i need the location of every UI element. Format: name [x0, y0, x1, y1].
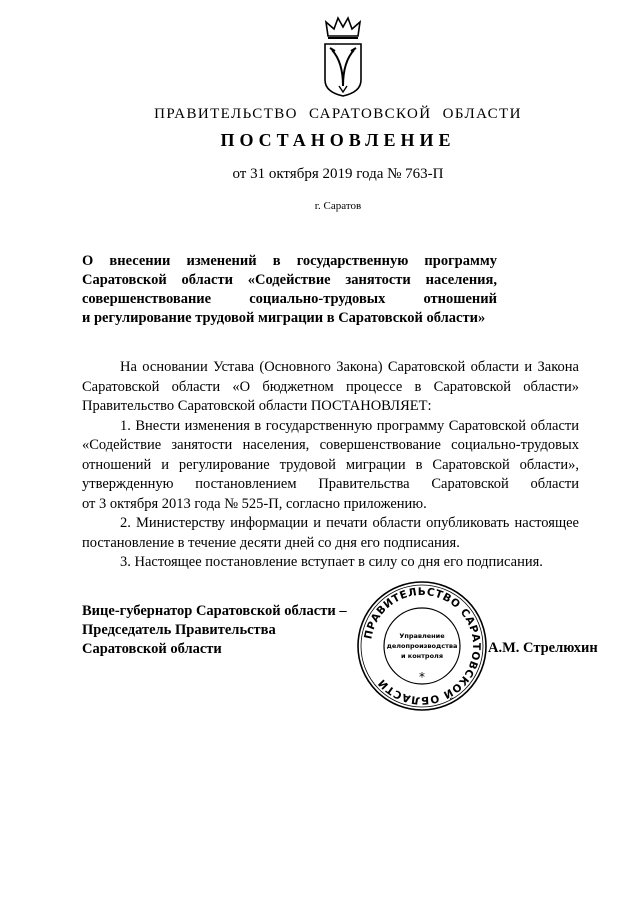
item-1: 1. Внести изменения в государственную программу Саратовской области «Содействие занятости населения, совершенствование социально-трудовых отношений и регулирование трудовой миграции в Саратовской области», утвержденную постановлением Правительства Саратовской области — [82, 417, 579, 492]
document-subject — [82, 252, 497, 328]
item-3: 3. Настоящее постановление вступает в силу со дня его подписания. — [120, 554, 543, 570]
preamble-resolution: Правительство Саратовской области ПОСТАНОВЛЯЕТ: — [82, 398, 432, 414]
subject-line: и регулирование трудовой миграции в Саратовской области» — [82, 310, 486, 326]
item-2: 2. Министерству информации и печати области опубликовать настоящее постановление в течение десяти дней со дня его подписания. — [82, 515, 579, 551]
stamp-center-line: и контроля — [400, 652, 444, 660]
document-city: г. Саратов — [314, 200, 362, 212]
government-title: ПРАВИТЕЛЬСТВО САРАТОВСКОЙ ОБЛАСТИ — [154, 106, 522, 122]
item-1-end: от 3 октября 2013 года № 525-П, согласно приложению. — [82, 495, 427, 512]
preamble: На основании Устава (Основного Закона) Саратовской области и Закона Саратовской области «О бюджетном процессе в Саратовской области» — [82, 359, 579, 395]
position-line: Саратовской области — [82, 641, 222, 657]
signatory-name: А.М. Стрелюхин — [488, 640, 598, 656]
stamp-star-icon: * — [419, 670, 425, 684]
position-line: Вице-губернатор Саратовской области – — [82, 603, 347, 619]
subject-line: О внесении изменений в государственную программу — [82, 253, 497, 269]
position-line: Председатель Правительства — [82, 622, 276, 638]
subject-line: Саратовской области «Содействие занятости населения, — [82, 272, 497, 288]
saratov-coat-of-arms-icon — [318, 14, 368, 98]
document-date-number: от 31 октября 2019 года № 763-П — [232, 166, 444, 182]
stamp-ring-text: ПРАВИТЕЛЬСТВО САРАТОВСКОЙ ОБЛАСТИ — [362, 585, 483, 707]
document-type: ПОСТАНОВЛЕНИЕ — [220, 130, 456, 150]
official-stamp — [356, 580, 488, 712]
subject-line: совершенствование социально-трудовых отношений — [82, 291, 497, 307]
document-body — [82, 358, 579, 573]
stamp-center-line: Управление — [399, 632, 445, 640]
signatory-position — [82, 602, 347, 659]
stamp-center-line: делопроизводства — [386, 642, 458, 650]
